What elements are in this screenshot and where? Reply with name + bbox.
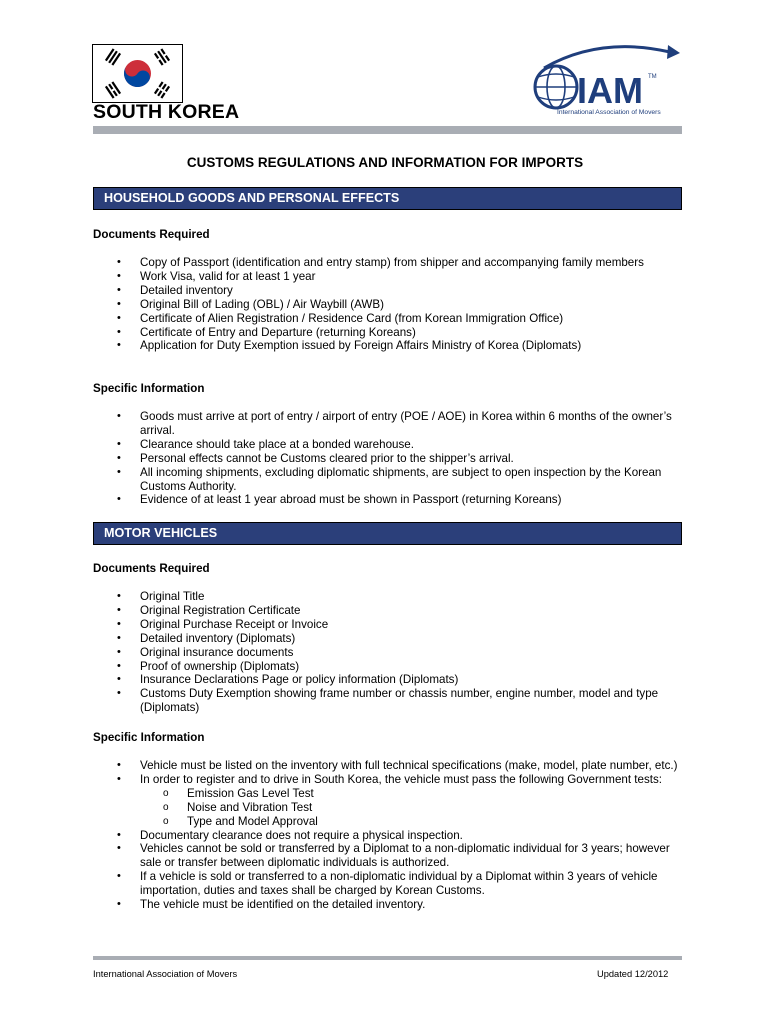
list-item: • If a vehicle is sold or transferred to a non-diplomatic individual by a Diplomat within 3 years of vehicle importation, duties and taxes shall be charged by Korean Customs. <box>0 870 680 898</box>
trigram-gon <box>154 81 170 98</box>
specific-information-label: Specific Information <box>93 731 205 744</box>
list-item: • Copy of Passport (identification and entry stamp) from shipper and accompanying family members <box>0 256 680 270</box>
trigram-ri <box>105 81 121 98</box>
list-item: • Insurance Declarations Page or policy information (Diplomats) <box>0 673 680 687</box>
list-item: • Personal effects cannot be Customs cleared prior to the shipper’s arrival. <box>0 452 680 466</box>
vehicle-documents-list <box>0 590 680 715</box>
trigram-geon <box>105 48 121 65</box>
list-item: • Original Registration Certificate <box>0 604 680 618</box>
trademark-mark: TM <box>648 74 657 80</box>
list-item: • In order to register and to drive in South Korea, the vehicle must pass the following Government tests: <box>0 773 680 787</box>
list-item: • Proof of ownership (Diplomats) <box>0 660 680 674</box>
vehicle-info-list <box>0 759 680 912</box>
footer-divider <box>93 956 682 960</box>
list-item: • Documentary clearance does not require a physical inspection. <box>0 829 680 843</box>
footer-organization: International Association of Movers <box>93 969 238 979</box>
document-title: CUSTOMS REGULATIONS AND INFORMATION FOR IMPORTS <box>186 155 584 170</box>
list-item: • Certificate of Entry and Departure (returning Koreans) <box>0 326 680 340</box>
sub-list-item: o Type and Model Approval <box>0 815 680 829</box>
country-title: SOUTH KOREA <box>93 101 240 123</box>
list-item: • The vehicle must be identified on the detailed inventory. <box>0 898 680 912</box>
list-item: • Original Title <box>0 590 680 604</box>
swoosh-arrow-icon <box>544 45 680 68</box>
section-heading-motor-vehicles <box>93 522 682 545</box>
section-heading-text: MOTOR VEHICLES <box>104 526 218 540</box>
logo-subtitle: International Association of Movers <box>557 109 661 116</box>
household-info-list <box>0 410 680 507</box>
list-item: • Vehicle must be listed on the inventory with full technical specifications (make, model, plate number, etc.) <box>0 759 680 773</box>
list-item: • Detailed inventory <box>0 284 680 298</box>
list-item: • Evidence of at least 1 year abroad must be shown in Passport (returning Koreans) <box>0 493 680 507</box>
taegeuk-symbol <box>119 60 153 92</box>
list-item: • All incoming shipments, excluding diplomatic shipments, are subject to open inspection by the Korean Customs Authority. <box>0 466 680 494</box>
list-item: • Application for Duty Exemption issued by Foreign Affairs Ministry of Korea (Diplomats) <box>0 339 680 353</box>
household-documents-list <box>0 256 680 353</box>
list-item: • Vehicles cannot be sold or transferred by a Diplomat to a non-diplomatic individual for 3 years; however sale or transfer between diplomatic individuals is authorized. <box>0 842 680 870</box>
specific-information-label: Specific Information <box>93 382 205 395</box>
south-korea-flag <box>92 44 183 103</box>
section-heading-text: HOUSEHOLD GOODS AND PERSONAL EFFECTS <box>104 191 400 205</box>
trigram-gam <box>154 48 170 65</box>
header-divider <box>93 126 682 134</box>
list-item: • Clearance should take place at a bonded warehouse. <box>0 438 680 452</box>
documents-required-label: Documents Required <box>93 562 210 575</box>
footer-updated-date: Updated 12/2012 <box>597 969 669 979</box>
list-item: • Certificate of Alien Registration / Residence Card (from Korean Immigration Office) <box>0 312 680 326</box>
sub-list-item: o Noise and Vibration Test <box>0 801 680 815</box>
flag-graphic <box>93 45 182 102</box>
documents-required-label: Documents Required <box>93 228 210 241</box>
list-item: • Goods must arrive at port of entry / airport of entry (POE / AOE) in Korea within 6 months of the owner’s arrival. <box>0 410 680 438</box>
globe-icon <box>535 66 577 108</box>
list-item: • Original insurance documents <box>0 646 680 660</box>
section-heading-household <box>93 187 682 210</box>
list-item: • Original Bill of Lading (OBL) / Air Waybill (AWB) <box>0 298 680 312</box>
list-item: • Original Purchase Receipt or Invoice <box>0 618 680 632</box>
list-item: • Work Visa, valid for at least 1 year <box>0 270 680 284</box>
list-item: • Customs Duty Exemption showing frame number or chassis number, engine number, model and type (Diplomats) <box>0 687 680 715</box>
sub-list-item: o Emission Gas Level Test <box>0 787 680 801</box>
logo-wordmark: IAM <box>577 70 643 111</box>
list-item: • Detailed inventory (Diplomats) <box>0 632 680 646</box>
